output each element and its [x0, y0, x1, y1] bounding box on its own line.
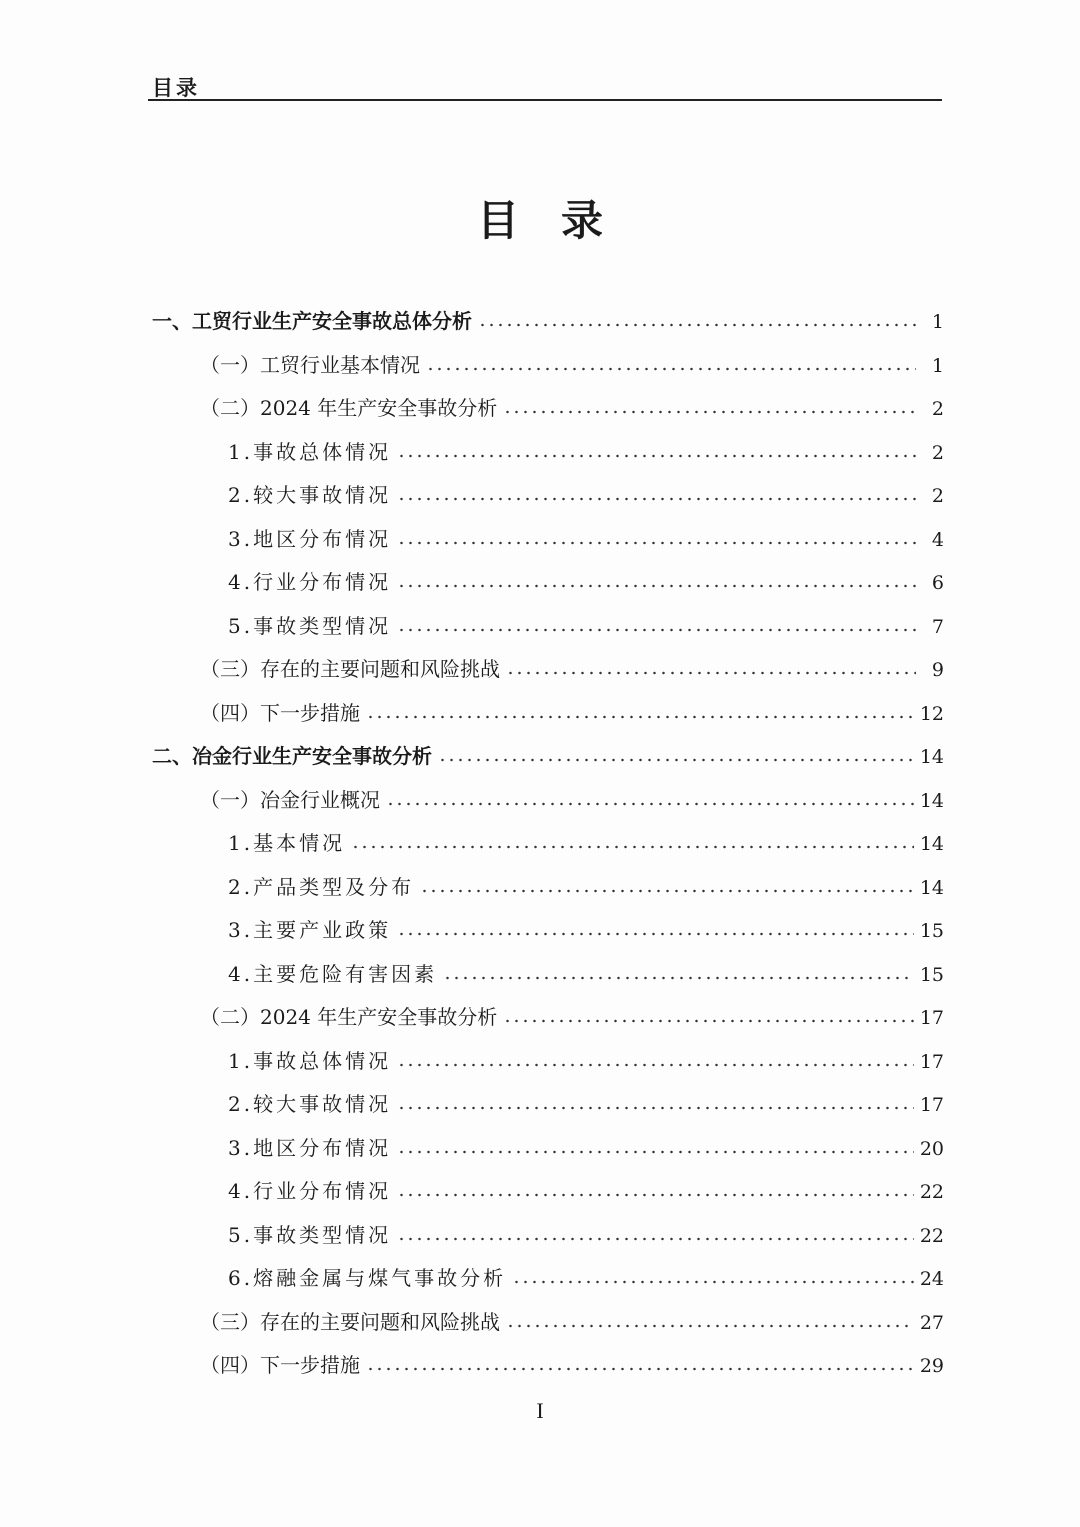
- toc-entry-page: 17: [919, 1094, 944, 1116]
- toc-entry-label: 5.事故类型情况: [228, 613, 392, 638]
- toc-entry-label: 2.较大事故情况: [228, 483, 392, 507]
- toc-dot-leader: [397, 1222, 914, 1242]
- running-header-title: 目录: [152, 76, 200, 100]
- toc-entry[interactable]: [0, 480, 944, 510]
- toc-entry-label: 4.行业分布情况: [228, 570, 392, 594]
- toc-dot-leader: [397, 439, 916, 459]
- toc-entry-page: 14: [919, 833, 944, 855]
- toc-entry-page: 20: [919, 1137, 944, 1160]
- toc-entry-label: （四）下一步措施: [200, 700, 360, 725]
- toc-dot-leader: [397, 1135, 914, 1155]
- toc-dot-leader: [506, 656, 916, 676]
- page-title-char-2: 录: [561, 196, 604, 245]
- toc-dot-leader: [420, 874, 914, 894]
- toc-entry[interactable]: [0, 393, 944, 423]
- toc-entry-page: 15: [919, 920, 944, 942]
- toc-entry[interactable]: [0, 306, 944, 336]
- toc-entry-label: 1.基本情况: [228, 831, 346, 855]
- toc-entry[interactable]: [0, 1002, 944, 1032]
- toc-dot-leader: [506, 1309, 914, 1329]
- toc-entry[interactable]: [0, 437, 944, 467]
- toc-entry[interactable]: [0, 524, 944, 554]
- toc-entry-page: 9: [931, 659, 944, 681]
- toc-dot-leader: [366, 1352, 914, 1372]
- toc-entry[interactable]: [0, 1046, 944, 1076]
- toc-entry-label: （一）工贸行业基本情况: [200, 352, 420, 377]
- toc-entry[interactable]: [0, 350, 944, 380]
- toc-entry[interactable]: [0, 654, 944, 684]
- toc-entry-label: 二、冶金行业生产安全事故分析: [152, 744, 432, 768]
- toc-entry-page: 14: [919, 876, 944, 899]
- page-number: I: [536, 1398, 544, 1423]
- toc-entry[interactable]: [0, 959, 944, 989]
- toc-entry-label: 4.主要危险有害因素: [228, 961, 438, 986]
- toc-entry-label: （三）存在的主要问题和风险挑战: [200, 1309, 500, 1334]
- toc-dot-leader: [478, 308, 916, 328]
- toc-entry-page: 12: [919, 702, 944, 725]
- toc-entry-page: 15: [919, 963, 944, 986]
- toc-entry-label: （四）下一步措施: [200, 1353, 360, 1377]
- toc-dot-leader: [397, 1178, 914, 1198]
- toc-entry[interactable]: [0, 915, 944, 945]
- toc-entry-label: （三）存在的主要问题和风险挑战: [200, 657, 500, 681]
- toc-dot-leader: [386, 787, 914, 807]
- toc-entry[interactable]: [0, 567, 944, 597]
- toc-entry-label: 2.较大事故情况: [228, 1092, 392, 1116]
- toc-entry-label: 2.产品类型及分布: [228, 874, 415, 899]
- toc-entry[interactable]: [0, 785, 944, 815]
- toc-entry[interactable]: [0, 741, 944, 771]
- toc-dot-leader: [397, 526, 916, 546]
- toc-dot-leader: [397, 569, 916, 589]
- toc-entry-page: 2: [931, 485, 944, 507]
- toc-entry[interactable]: [0, 1220, 944, 1250]
- toc-entry-page: 17: [919, 1050, 944, 1073]
- toc-entry-page: 14: [919, 746, 944, 768]
- toc-entry[interactable]: [0, 1263, 944, 1293]
- toc-dot-leader: [366, 700, 914, 720]
- toc-entry-label: 一、工贸行业生产安全事故总体分析: [152, 309, 472, 333]
- toc-dot-leader: [503, 395, 916, 415]
- toc-dot-leader: [351, 830, 914, 850]
- toc-entry-label: 6.熔融金属与煤气事故分析: [228, 1266, 507, 1290]
- toc-entry-page: 1: [931, 311, 944, 333]
- toc-entry-page: 17: [919, 1007, 944, 1029]
- toc-dot-leader: [397, 917, 914, 937]
- toc-entry-page: 7: [931, 615, 944, 638]
- toc-entry[interactable]: [0, 1350, 944, 1380]
- toc-entry-label: （二）2024 年生产安全事故分析: [200, 396, 498, 420]
- toc-entry-page: 2: [931, 398, 944, 420]
- toc-entry[interactable]: [0, 828, 944, 858]
- toc-entry-page: 2: [931, 441, 944, 464]
- toc-entry[interactable]: [0, 872, 944, 902]
- toc-entry-label: （一）冶金行业概况: [200, 787, 380, 812]
- toc-dot-leader: [512, 1265, 914, 1285]
- page-title-char-1: 目: [476, 196, 519, 245]
- toc-entry-label: 3.主要产业政策: [228, 918, 392, 942]
- toc-entry-label: 1.事故总体情况: [228, 439, 392, 464]
- toc-dot-leader: [397, 613, 916, 633]
- toc-entry-page: 22: [919, 1181, 944, 1203]
- toc-entry-label: （二）2024 年生产安全事故分析: [200, 1005, 498, 1029]
- toc-entry-page: 1: [931, 354, 944, 377]
- toc-dot-leader: [438, 743, 914, 763]
- toc-entry[interactable]: [0, 698, 944, 728]
- toc-entry-page: 14: [919, 789, 944, 812]
- toc-entry-page: 29: [919, 1355, 944, 1377]
- toc-entry-label: 3.地区分布情况: [228, 1135, 392, 1160]
- toc-entry[interactable]: [0, 611, 944, 641]
- toc-dot-leader: [397, 1048, 914, 1068]
- toc-entry[interactable]: [0, 1089, 944, 1119]
- toc-dot-leader: [397, 1091, 914, 1111]
- toc-entry-page: 4: [931, 528, 944, 551]
- toc-entry[interactable]: [0, 1307, 944, 1337]
- toc-dot-leader: [443, 961, 914, 981]
- toc-entry-page: 22: [919, 1224, 944, 1247]
- toc-entry-label: 3.地区分布情况: [228, 526, 392, 551]
- toc-entry[interactable]: [0, 1176, 944, 1206]
- toc-entry-label: 1.事故总体情况: [228, 1048, 392, 1073]
- toc-dot-leader: [426, 352, 916, 372]
- toc-entry-page: 6: [931, 572, 944, 594]
- toc-dot-leader: [397, 482, 916, 502]
- toc-entry[interactable]: [0, 1133, 944, 1163]
- toc-dot-leader: [503, 1004, 914, 1024]
- toc-entry-label: 4.行业分布情况: [228, 1179, 392, 1203]
- toc-entry-label: 5.事故类型情况: [228, 1222, 392, 1247]
- toc-entry-page: 24: [919, 1268, 944, 1290]
- toc-entry-page: 27: [919, 1311, 944, 1334]
